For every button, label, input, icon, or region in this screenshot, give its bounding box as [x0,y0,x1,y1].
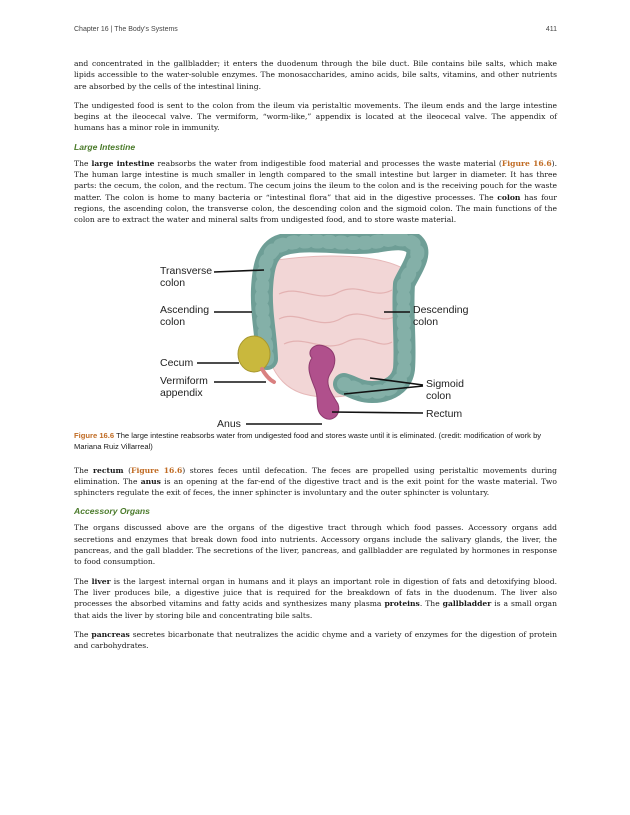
term-colon: colon [497,192,521,202]
label-vermiform-appendix [160,375,266,399]
svg-text:Anus: Anus [217,417,241,430]
svg-text:colon: colon [160,276,186,289]
page-number: 411 [545,26,557,33]
paragraph-liver: The liver is the largest internal organ in humans and it plays an important role in digestion of fats and detoxifying blood. The liver produces bile, a digestive juice that is required for the breakdown of fats in the duodenum. The liver also processes the absorbed vitamins and fatty acids and synthesizes many plasma proteins. The gallbladder is a small organ that aids the liver by storing bile and concentrating bile salts. [74,576,557,620]
figure-link[interactable]: Figure 16.6 [131,465,183,475]
appendix-shape [262,369,274,382]
paragraph-pancreas: The pancreas secretes bicarbonate that neutralizes the acidic chyme and a variety of enzymes for the digestion of protein and carbohydrates. [74,629,557,651]
figure-number: Figure 16.6 [74,430,115,440]
svg-text:Sigmoid: Sigmoid [426,377,464,390]
svg-text:Transverse: Transverse [160,264,213,277]
term-proteins: proteins [384,599,420,609]
svg-text:Vermiform: Vermiform [160,374,208,387]
paragraph-undigested-food: The undigested food is sent to the colon from the ileum via peristaltic movements. The ileum ends and the large intestine begins at the ileocecal valve. The vermiform, “worm-like,” appendix is located at the ileocecal valve. The appendix of humans has a minor role in immunity. [74,100,557,133]
paragraph-large-intestine: The large intestine reabsorbs the water from indigestible food material and processes the waste material (Figure 16.6). The human large intestine is much smaller in length compared to the small intestine but larger in diameter. It has three parts: the cecum, the colon, and the rectum. The cecum joins the ileum to the colon and is the receiving pouch for the waste matter. The colon is home to many bacteria or “intestinal flora” that aid in the digestive processes. The colon has four regions, the ascending colon, the transverse colon, the descending colon and the sigmoid colon. The main functions of the colon are to extract the water and mineral salts from undigested food, and to store waste material. [74,158,558,225]
cecum-shape [238,336,270,372]
label-rectum [332,408,462,420]
svg-text:colon: colon [413,315,439,328]
paragraph-bile: and concentrated in the gallbladder; it enters the duodenum through the bile duct. Bile contains bile salts, which make lipids accessible to the water-soluble enzymes. The monosaccharides, amino acids, bile salts, vitamins, and other nutrients are absorbed by the cells of the intestinal lining. [74,59,557,91]
heading-large-intestine: Large Intestine [74,141,136,152]
term-large-intestine: large intestine [91,158,155,168]
term-pancreas: pancreas [91,629,130,639]
term-anus: anus [140,476,161,486]
label-anus [217,418,322,430]
figure-link[interactable]: Figure 16.6 [501,158,552,168]
svg-text:Ascending: Ascending [160,303,210,316]
svg-text:Cecum: Cecum [160,356,194,369]
label-cecum [160,357,239,369]
paragraph-accessory-organs: The organs discussed above are the organs of the digestive tract through which food passes. Accessory organs add secretions and enzymes that break down food into nutrients. Accessory organs include the salivary glands, the liver, the pancreas, and the gall bladder. The secretions of the liver, pancreas, and gallbladder are regulated by hormones in response to food consumption. [74,523,557,567]
chapter-title: Chapter 16 | The Body's Systems [74,26,178,33]
svg-text:Rectum: Rectum [426,407,463,420]
large-intestine-figure [74,234,557,430]
svg-text:appendix: appendix [160,386,203,399]
term-rectum: rectum [93,465,124,475]
term-liver: liver [91,576,111,586]
label-ascending-colon [160,304,252,328]
heading-accessory-organs: Accessory Organs [74,506,150,517]
svg-text:colon: colon [426,389,452,402]
term-gallbladder: gallbladder [442,599,492,609]
label-transverse-colon [160,265,264,289]
svg-text:colon: colon [160,315,186,328]
page-header [74,26,557,33]
figure-caption: Figure 16.6 The large intestine reabsorbs water from undigested food and stores waste until it is eliminated. (credit: modification of work by Mariana Ruiz Villarreal) [74,430,542,452]
page-content [74,58,557,659]
paragraph-rectum: The rectum (Figure 16.6) stores feces until defecation. The feces are propelled using peristaltic movements during elimination. The anus is an opening at the far-end of the digestive tract and is the exit point for the waste material. Two sphincters regulate the exit of feces, the inner sphincter is involuntary and the outer sphincter is voluntary. [74,465,557,498]
svg-text:Descending: Descending [413,303,469,316]
